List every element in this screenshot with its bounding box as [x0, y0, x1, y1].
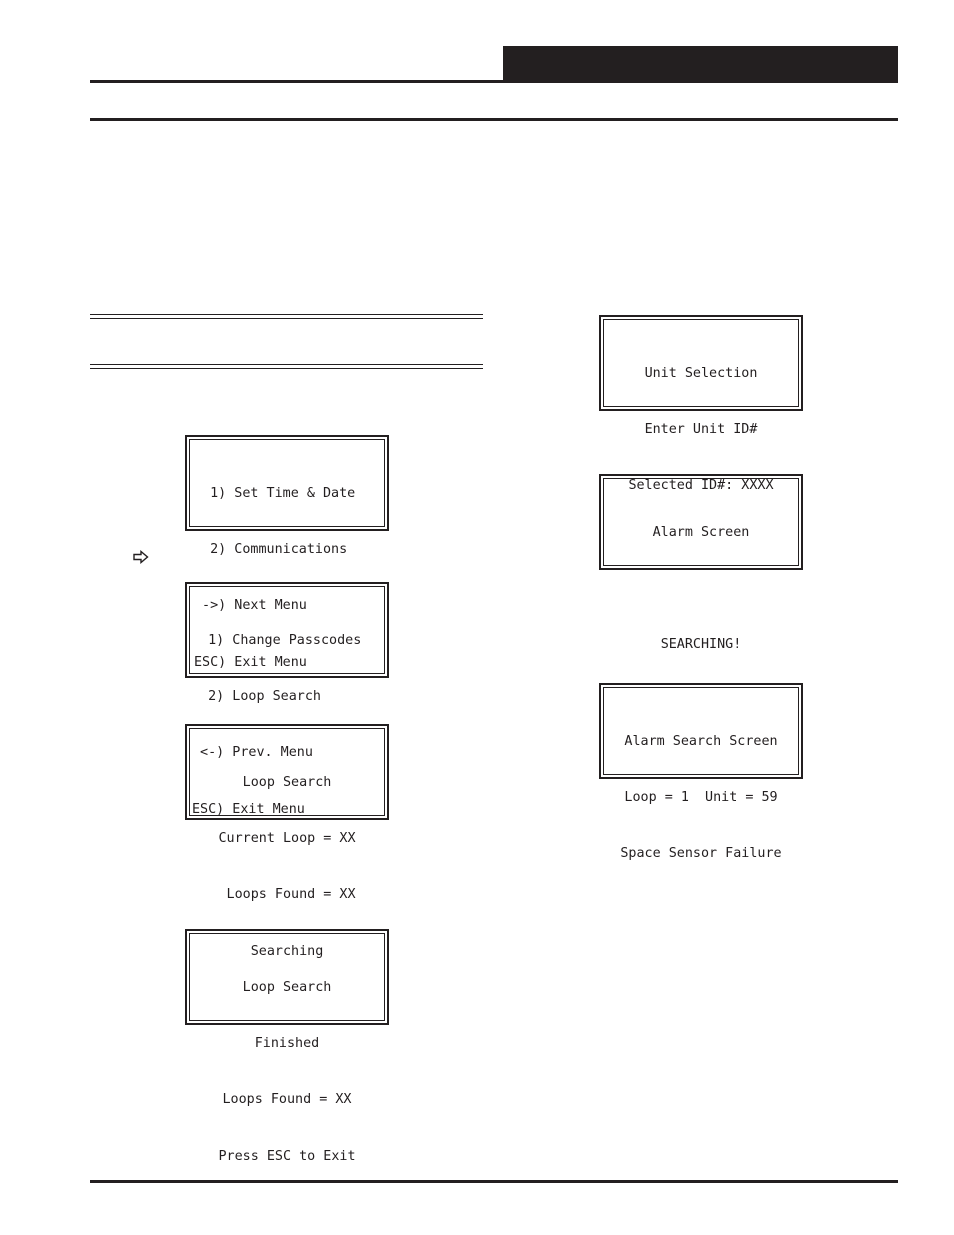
lcd-line: Finished	[254, 1035, 320, 1051]
lcd-line: Unit Selection	[644, 365, 758, 381]
lcd-line: ESC) Exit Menu	[192, 801, 305, 817]
lcd-line: Selected ID#: XXXX	[628, 478, 774, 494]
lcd-line: Space Sensor Failure	[620, 846, 782, 862]
lcd-line: Enter Unit ID#	[644, 421, 758, 437]
lcd-line: Current Loop = XX	[218, 830, 356, 846]
lcd-line: 2) Communications	[194, 541, 348, 557]
lcd-alarm-screen	[599, 474, 803, 653]
lcd-line: Loop Search	[242, 979, 332, 995]
lcd-loop-search-finished-display	[189, 933, 385, 1164]
lcd-line: ->) Next Menu	[194, 598, 307, 614]
top-rule	[90, 118, 898, 121]
lcd-line: Loops Found = XX	[222, 1092, 352, 1108]
lcd-line	[604, 902, 798, 921]
lcd-main-menu-2	[185, 582, 389, 817]
footer-rule	[90, 1180, 898, 1183]
lcd-line: Loops Found = XX	[218, 887, 356, 903]
lcd-alarm-search-screen	[599, 683, 803, 862]
lcd-line: 1) Set Time & Date	[194, 485, 356, 501]
section-rule-bottom	[90, 364, 483, 365]
lcd-main-menu-2-display	[189, 586, 385, 817]
lcd-loop-search-finished	[185, 929, 389, 1164]
lcd-line: Alarm Search Screen	[624, 733, 778, 749]
header-bar	[503, 46, 898, 83]
lcd-line: Searching	[250, 943, 324, 959]
lcd-line: 2) Loop Search	[192, 688, 321, 704]
lcd-line: Loop Search	[242, 774, 332, 790]
lcd-line: Alarm Screen	[652, 524, 750, 540]
lcd-line: ESC) Exit Menu	[194, 654, 307, 670]
section-rule-top	[90, 314, 483, 315]
lcd-line: Loop = 1 Unit = 59	[624, 789, 778, 805]
lcd-line: <-) Prev. Menu	[192, 745, 313, 761]
hollow-right-arrow-icon	[133, 550, 149, 564]
lcd-loop-search-display	[189, 728, 385, 959]
lcd-line	[604, 580, 798, 599]
lcd-line: Press ESC to Exit	[218, 1148, 356, 1164]
lcd-alarm-screen-display	[603, 478, 799, 653]
lcd-loop-search	[185, 724, 389, 959]
lcd-unit-selection-display	[603, 319, 799, 494]
section-rule-bottom-2	[90, 368, 483, 369]
lcd-line: 1) Change Passcodes	[192, 632, 362, 648]
lcd-line: SEARCHING!	[660, 637, 742, 653]
lcd-unit-selection	[599, 315, 803, 494]
lcd-alarm-search-screen-display	[603, 687, 799, 862]
header-rule	[90, 80, 503, 83]
section-rule-top-2	[90, 318, 483, 319]
